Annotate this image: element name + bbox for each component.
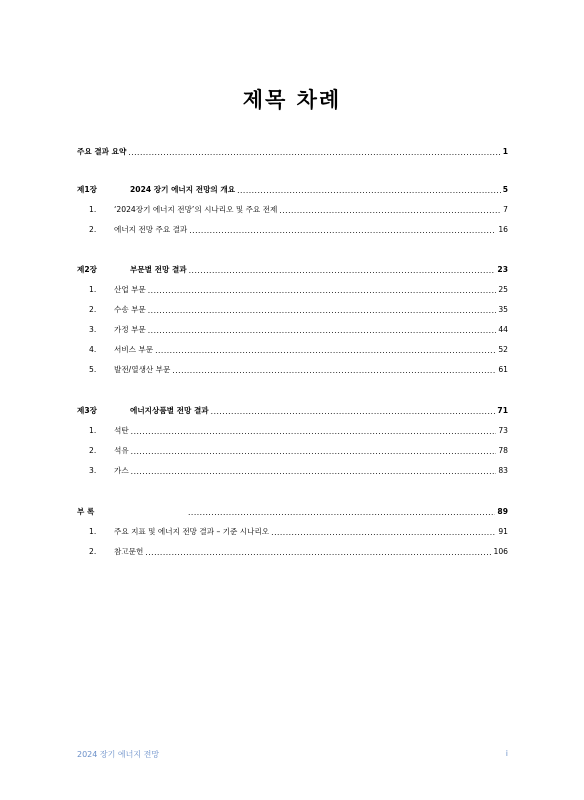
toc-entry[interactable] [89, 224, 508, 236]
dot-leader [279, 206, 501, 216]
toc-page-number: 1 [502, 147, 508, 156]
dot-leader [155, 346, 496, 356]
dot-leader [145, 548, 491, 558]
dot-leader [131, 467, 497, 477]
footer-page-number: i [505, 749, 508, 758]
toc-entry-summary[interactable] [77, 146, 508, 158]
item-number: 5. [89, 365, 97, 374]
toc-page-number: 89 [497, 507, 508, 516]
toc-label: 발전/열생산 부문 [114, 365, 171, 374]
toc-entry[interactable] [89, 546, 508, 558]
toc-page-number: 23 [497, 265, 508, 274]
toc-page-number: 44 [498, 325, 508, 334]
item-number: 2. [89, 446, 97, 455]
toc-page-number: 61 [498, 365, 508, 374]
dot-leader [128, 148, 500, 158]
dot-leader [211, 407, 496, 417]
toc-entry[interactable] [89, 284, 508, 296]
toc-entry[interactable] [89, 445, 508, 457]
toc-label: 산업 부문 [114, 285, 146, 294]
dot-leader [189, 266, 496, 276]
dot-leader [148, 306, 497, 316]
toc-page-number: 25 [498, 285, 508, 294]
dot-leader [189, 226, 496, 236]
toc-page-number: 78 [498, 446, 508, 455]
item-number: 3. [89, 325, 97, 334]
toc-label: 주요 지표 및 에너지 전망 결과 – 기준 시나리오 [114, 527, 270, 536]
toc-label: 수송 부문 [114, 305, 146, 314]
dot-leader [131, 427, 497, 437]
toc-label: 에너지 전망 주요 결과 [114, 225, 188, 234]
toc-entry-appendix[interactable] [77, 506, 508, 518]
item-number: 4. [89, 345, 97, 354]
toc-page-number: 106 [493, 547, 508, 556]
page-title: 제목 차례 [242, 88, 342, 112]
toc-entry-chapter-3[interactable] [77, 405, 508, 417]
toc-label: 가정 부문 [114, 325, 146, 334]
toc-label: 석유 [114, 446, 129, 455]
chapter-number: 부 록 [77, 507, 95, 516]
toc-label: 부문별 전망 결과 [130, 265, 187, 274]
toc-entry[interactable] [89, 425, 508, 437]
item-number: 2. [89, 225, 97, 234]
toc-entry[interactable] [89, 344, 508, 356]
toc-page-number: 35 [498, 305, 508, 314]
toc-entry[interactable] [89, 204, 508, 216]
item-number: 1. [89, 426, 97, 435]
toc-label: 에너지상품별 전망 결과 [130, 406, 209, 415]
toc-page-number: 52 [498, 345, 508, 354]
toc-entry[interactable] [89, 364, 508, 376]
toc-page-number: 83 [498, 466, 508, 475]
toc-label: 주요 결과 요약 [77, 147, 127, 156]
item-number: 3. [89, 466, 97, 475]
toc-label: ‘2024장기 에너지 전망’의 시나리오 및 주요 전제 [114, 205, 278, 214]
toc-page-number: 71 [497, 406, 508, 415]
toc-entry[interactable] [89, 465, 508, 477]
item-number: 2. [89, 305, 97, 314]
chapter-number: 제1장 [77, 185, 97, 194]
footer-document-title: 2024 장기 에너지 전망 [77, 750, 160, 759]
item-number: 1. [89, 527, 97, 536]
toc-page-number: 7 [503, 205, 508, 214]
toc-entry[interactable] [89, 526, 508, 538]
dot-leader [148, 326, 497, 336]
toc-label: 석탄 [114, 426, 129, 435]
dot-leader [188, 508, 495, 518]
toc-entry[interactable] [89, 324, 508, 336]
dot-leader [148, 286, 497, 296]
toc-entry-chapter-1[interactable] [77, 184, 508, 196]
toc-page-number: 5 [502, 185, 508, 194]
item-number: 1. [89, 205, 97, 214]
toc-label: 가스 [114, 466, 129, 475]
item-number: 2. [89, 547, 97, 556]
dot-leader [271, 528, 496, 538]
toc-page-number: 73 [498, 426, 508, 435]
chapter-number: 제3장 [77, 406, 97, 415]
dot-leader [131, 447, 497, 457]
chapter-number: 제2장 [77, 265, 97, 274]
toc-page-number: 91 [498, 527, 508, 536]
toc-label: 2024 장기 에너지 전망의 개요 [130, 185, 236, 194]
toc-entry-chapter-2[interactable] [77, 264, 508, 276]
dot-leader [237, 186, 501, 196]
toc-label: 서비스 부문 [114, 345, 154, 354]
item-number: 1. [89, 285, 97, 294]
toc-entry[interactable] [89, 304, 508, 316]
toc-page-number: 16 [498, 225, 508, 234]
toc-label: 참고문헌 [114, 547, 144, 556]
dot-leader [172, 366, 496, 376]
